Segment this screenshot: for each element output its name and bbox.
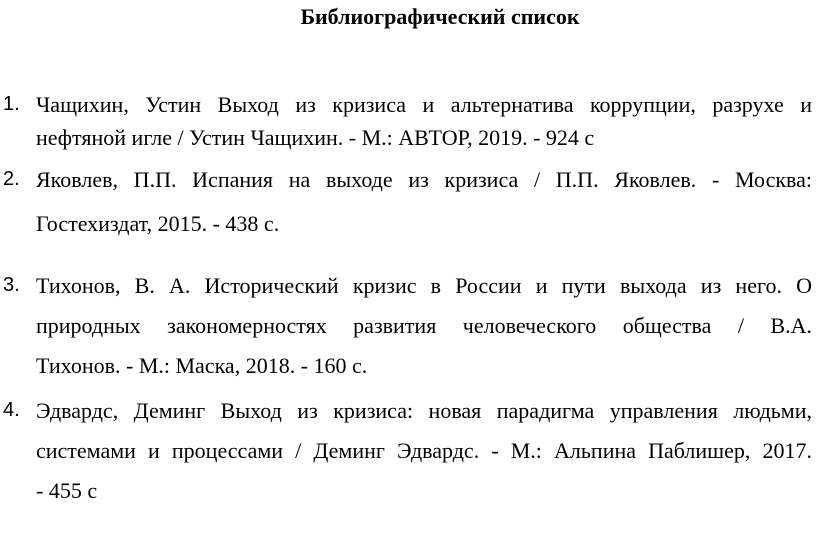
entry-line: Тихонов. - М.: Маска, 2018. - 160 с. [36,353,368,378]
entry-line: Яковлев, П.П. Испания на выходе из кризиса / П.П. Яковлев. - Москва: [36,167,812,192]
entry-number: 4. [3,399,20,421]
entry-line: Гостехиздат, 2015. - 438 с. [36,211,280,236]
entry-line: природных закономерностях развития человеческого общества / В.А. [36,313,812,338]
entry-line: нефтяной игле / Устин Чащихин. - М.: АВТОР, 2019. - 924 с [36,125,595,150]
entry-number: 1. [3,93,20,115]
entry-line: - 455 с [36,478,98,503]
entry-number: 2. [3,168,20,190]
entry-line: Тихонов, В. А. Исторический кризис в России и пути выхода из него. О [36,273,812,298]
page-title: Библиографический список [300,4,580,29]
entry-line: системами и процессами / Деминг Эдвардс. - М.: Альпина Паблишер, 2017. [36,438,812,463]
entry-number: 3. [3,274,20,296]
entry-line: Эдвардс, Деминг Выход из кризиса: новая парадигма управления людьми, [36,398,812,423]
entry-line: Чащихин, Устин Выход из кризиса и альтернатива коррупции, разрухе и [36,92,812,117]
